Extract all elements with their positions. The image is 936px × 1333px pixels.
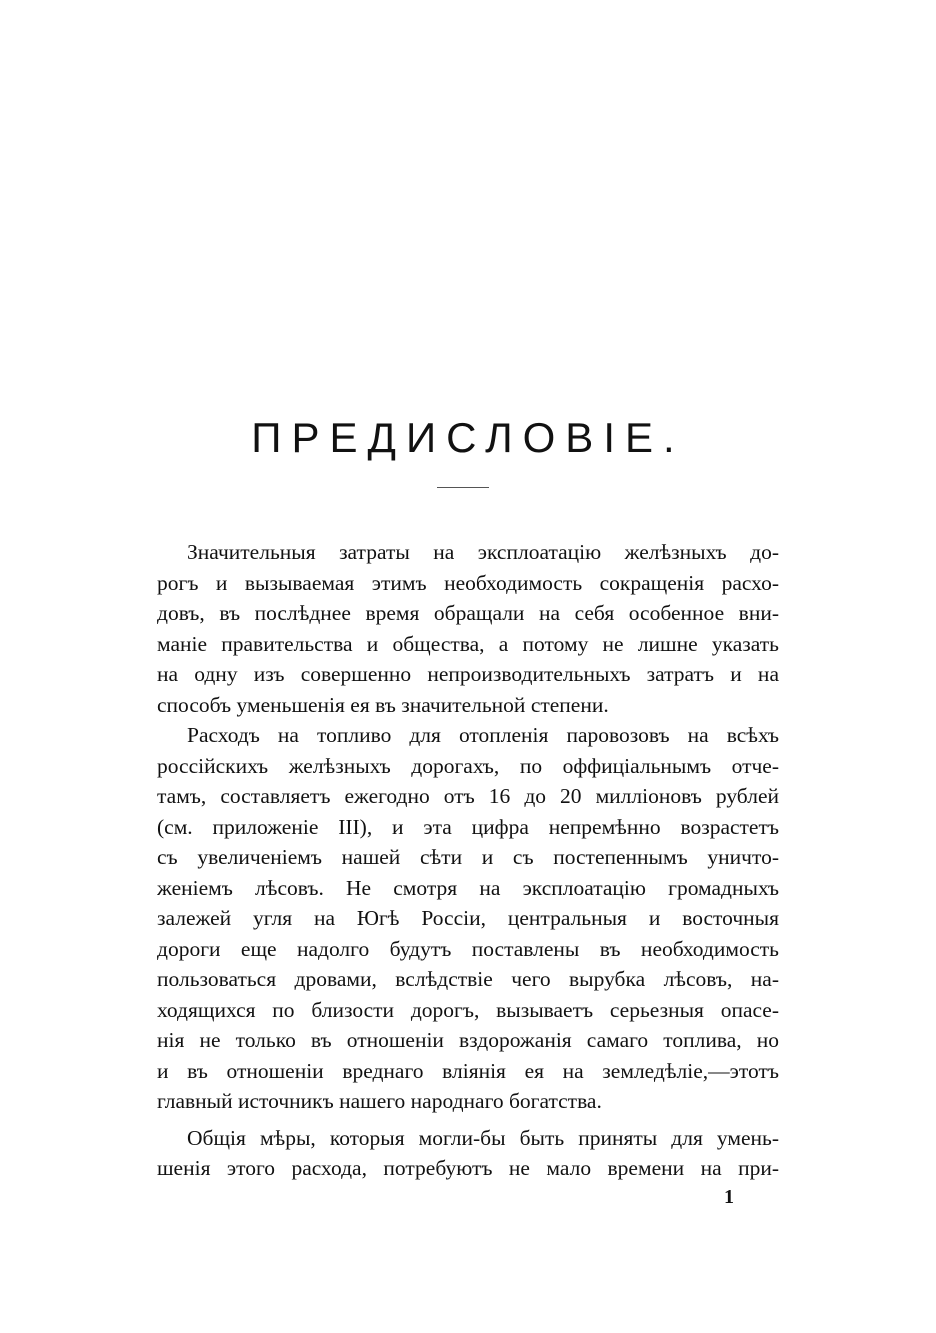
paragraph-2-line-2: россійскихъ желѣзныхъ дорогахъ, по оффиціальнымъ отче-: [157, 753, 779, 778]
paragraph-3-line-1: Общія мѣры, которыя могли-бы быть приняты для умень-: [187, 1125, 779, 1150]
paragraph-1-line-6: способъ уменьшенія ея въ значительной степени.: [157, 692, 609, 717]
paragraph-1-line-4: маніе правительства и общества, а потому не лишне указать: [157, 631, 779, 656]
paragraph-3-line-2: шенія этого расхода, потребуютъ не мало времени на при-: [157, 1156, 779, 1180]
paragraph-2-line-1: Расходъ на топливо для отопленія паровозовъ на всѣхъ: [187, 723, 779, 747]
paragraph-2-line-10: ходящихся по близости дорогъ, вызываетъ серьезныя опасе-: [157, 997, 779, 1022]
paragraph-1-line-1: Значительныя затраты на эксплоатацію желѣзныхъ до-: [187, 540, 779, 564]
paragraph-2-line-3: тамъ, составляетъ ежегодно отъ 16 до 20 милліоновъ рублей: [157, 784, 779, 808]
paragraph-2-line-4: (см. приложеніе III), и эта цифра непремѣнно возрастетъ: [157, 814, 779, 839]
paragraph-1-line-5: на одну изъ совершенно непроизводительныхъ затратъ и на: [157, 662, 779, 686]
page-title: ПРЕДИСЛОВІЕ.: [251, 414, 685, 461]
paragraph-2-line-7: залежей угля на Югѣ Россіи, центральныя и восточныя: [157, 906, 779, 930]
paragraph-1-line-2: рогъ и вызываемая этимъ необходимость сокращенія расхо-: [157, 570, 779, 595]
paragraph-2-line-11: нія не только въ отношеніи вздорожанія самаго топлива, но: [157, 1028, 779, 1052]
paragraph-2-line-9: пользоваться дровами, вслѣдствіе чего вырубка лѣсовъ, на-: [157, 967, 779, 991]
paragraph-2-line-5: съ увеличеніемъ нашей сѣти и съ постепеннымъ уничто-: [157, 845, 779, 869]
paragraph-2-line-8: дороги еще надолго будутъ поставлены въ необходимость: [157, 936, 779, 961]
paragraph-2-line-6: женіемъ лѣсовъ. Не смотря на эксплоатацію громадныхъ: [157, 875, 779, 900]
page-number: 1: [724, 1186, 734, 1208]
paragraph-2-line-13: главный источникъ нашего народнаго богатства.: [157, 1089, 602, 1113]
paragraph-2-line-12: и въ отношеніи вреднаго вліянія ея на земледѣліе,—этотъ: [157, 1058, 779, 1083]
body-text: [157, 537, 779, 1184]
paragraph-1-line-3: довъ, въ послѣднее время обращали на себя особенное вни-: [157, 601, 779, 625]
title-ornament-rule: [437, 487, 489, 488]
